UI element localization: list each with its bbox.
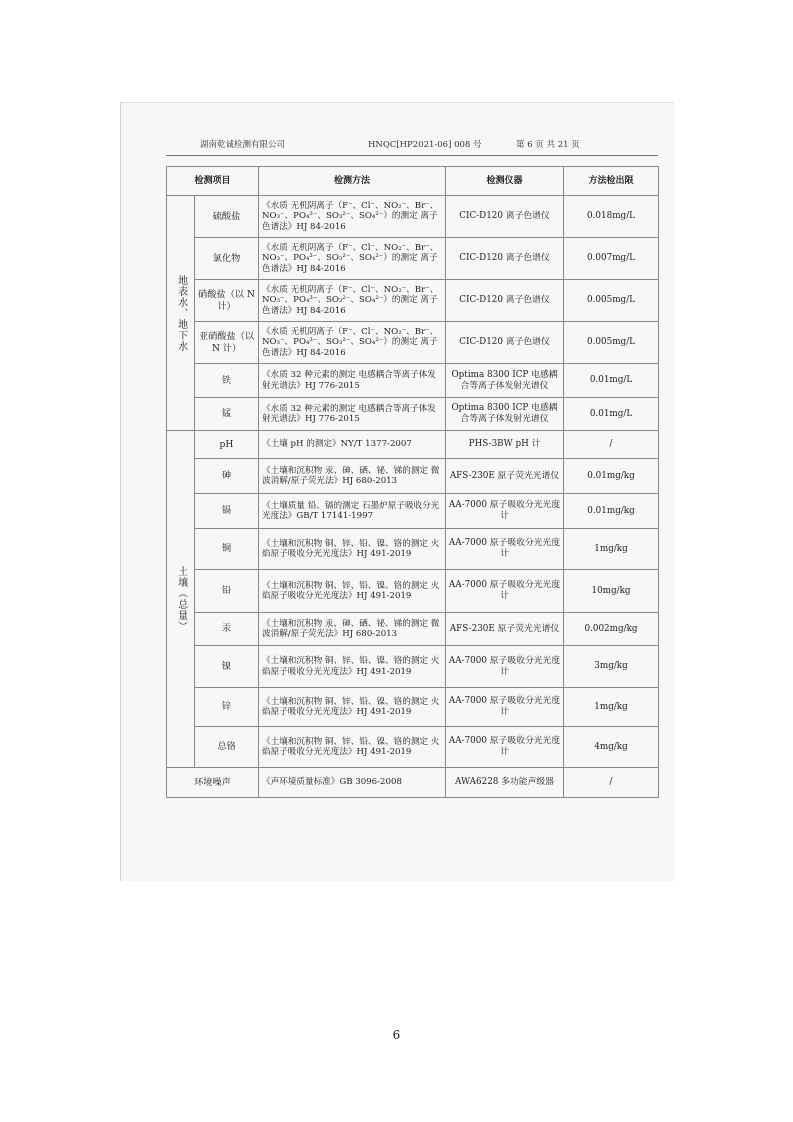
table-row (167, 570, 659, 613)
report-number: HNQC[HP2021-06] 008 号 (368, 140, 482, 150)
instrument-cell: CIC-D120 离子色谱仪 (446, 238, 564, 280)
col-header-item: 检测项目 (167, 167, 259, 196)
table-row (167, 238, 659, 280)
limit-cell: 3mg/kg (564, 646, 659, 688)
item-cell: 硫酸盐 (195, 196, 259, 238)
page-info: 第 6 页 共 21 页 (516, 140, 580, 150)
item-cell: 镉 (195, 494, 259, 529)
table-row (167, 322, 659, 364)
method-cell: 《土壤和沉积物 汞、砷、硒、铋、锑的测定 微波消解/原子荧光法》HJ 680-2013 (259, 459, 446, 494)
instrument-cell: AA-7000 原子吸收分光光度计 (446, 688, 564, 727)
instrument-cell: AA-7000 原子吸收分光光度计 (446, 529, 564, 570)
limit-cell: 0.018mg/L (564, 196, 659, 238)
limit-cell: 0.01mg/kg (564, 459, 659, 494)
col-header-limit: 方法检出限 (564, 167, 659, 196)
instrument-cell: AWA6228 多功能声级器 (446, 768, 564, 798)
instrument-cell: AA-7000 原子吸收分光光度计 (446, 570, 564, 613)
table-row (167, 688, 659, 727)
item-cell: 锌 (195, 688, 259, 727)
limit-cell: 1mg/kg (564, 688, 659, 727)
item-cell: pH (195, 431, 259, 459)
table-row (167, 768, 659, 798)
item-cell: 铁 (195, 364, 259, 398)
method-cell: 《土壤和沉积物 铜、锌、铅、镍、铬的测定 火焰原子吸收分光光度法》HJ 491-2019 (259, 529, 446, 570)
limit-cell: 0.005mg/L (564, 322, 659, 364)
method-cell: 《水质 无机阴离子（F⁻、Cl⁻、NO₂⁻、Br⁻、NO₃⁻、PO₄³⁻、SO₃²⁻、SO₄²⁻）的测定 离子色谱法》HJ 84-2016 (259, 238, 446, 280)
method-cell: 《水质 32 种元素的测定 电感耦合等离子体发射光谱法》HJ 776-2015 (259, 364, 446, 398)
item-cell: 硝酸盐（以 N 计） (195, 280, 259, 322)
table-row (167, 431, 659, 459)
method-cell: 《水质 无机阴离子（F⁻、Cl⁻、NO₂⁻、Br⁻、NO₃⁻、PO₄³⁻、SO₃²⁻、SO₄²⁻）的测定 离子色谱法》HJ 84-2016 (259, 280, 446, 322)
item-cell: 锰 (195, 398, 259, 431)
method-cell: 《水质 无机阴离子（F⁻、Cl⁻、NO₂⁻、Br⁻、NO₃⁻、PO₄³⁻、SO₃²⁻、SO₄²⁻）的测定 离子色谱法》HJ 84-2016 (259, 322, 446, 364)
item-cell: 氯化物 (195, 238, 259, 280)
method-cell: 《土壤和沉积物 铜、锌、铅、镍、铬的测定 火焰原子吸收分光光度法》HJ 491-2019 (259, 646, 446, 688)
method-cell: 《土壤和沉积物 铜、锌、铅、镍、铬的测定 火焰原子吸收分光光度法》HJ 491-2019 (259, 570, 446, 613)
instrument-cell: AFS-230E 原子荧光光谱仪 (446, 613, 564, 646)
limit-cell: 0.01mg/kg (564, 494, 659, 529)
table-row (167, 280, 659, 322)
item-cell: 亚硝酸盐（以 N 计） (195, 322, 259, 364)
instrument-cell: CIC-D120 离子色谱仪 (446, 280, 564, 322)
table-row (167, 196, 659, 238)
instrument-cell: PHS-3BW pH 计 (446, 431, 564, 459)
instrument-cell: AA-7000 原子吸收分光光度计 (446, 646, 564, 688)
category-label: 地表水、地下水 (175, 274, 187, 352)
table-row (167, 364, 659, 398)
table-row (167, 613, 659, 646)
method-cell: 《土壤和沉积物 汞、砷、硒、铋、锑的测定 微波消解/原子荧光法》HJ 680-2013 (259, 613, 446, 646)
limit-cell: 0.01mg/L (564, 398, 659, 431)
table-row (167, 494, 659, 529)
table-row (167, 727, 659, 768)
item-cell: 总铬 (195, 727, 259, 768)
instrument-cell: Optima 8300 ICP 电感耦合等离子体发射光谱仪 (446, 398, 564, 431)
limit-cell: / (564, 768, 659, 798)
item-cell: 环境噪声 (167, 768, 259, 798)
limit-cell: 4mg/kg (564, 727, 659, 768)
instrument-cell: AFS-230E 原子荧光光谱仪 (446, 459, 564, 494)
method-cell: 《土壤和沉积物 铜、锌、铅、镍、铬的测定 火焰原子吸收分光光度法》HJ 491-2019 (259, 688, 446, 727)
limit-cell: 0.007mg/L (564, 238, 659, 280)
table-row (167, 646, 659, 688)
item-cell: 砷 (195, 459, 259, 494)
method-cell: 《土壤和沉积物 铜、锌、铅、镍、铬的测定 火焰原子吸收分光光度法》HJ 491-2019 (259, 727, 446, 768)
company-name: 湖南乾诚检测有限公司 (200, 140, 286, 150)
limit-cell: 0.002mg/kg (564, 613, 659, 646)
instrument-cell: Optima 8300 ICP 电感耦合等离子体发射光谱仪 (446, 364, 564, 398)
category-label: 土壤（总量） (175, 566, 187, 632)
instrument-cell: AA-7000 原子吸收分光光度计 (446, 494, 564, 529)
method-cell: 《声环境质量标准》GB 3096-2008 (259, 768, 446, 798)
limit-cell: 0.005mg/L (564, 280, 659, 322)
category-cell (167, 431, 195, 768)
method-cell: 《土壤质量 铅、镉的测定 石墨炉原子吸收分光光度法》GB/T 17141-1997 (259, 494, 446, 529)
table-header-row (167, 167, 659, 196)
method-cell: 《水质 无机阴离子（F⁻、Cl⁻、NO₂⁻、Br⁻、NO₃⁻、PO₄³⁻、SO₃²⁻、SO₄²⁻）的测定 离子色谱法》HJ 84-2016 (259, 196, 446, 238)
method-table (166, 166, 659, 798)
item-cell: 铅 (195, 570, 259, 613)
instrument-cell: AA-7000 原子吸收分光光度计 (446, 727, 564, 768)
table-row (167, 529, 659, 570)
col-header-method: 检测方法 (259, 167, 446, 196)
page-number: 6 (392, 1028, 401, 1042)
instrument-cell: CIC-D120 离子色谱仪 (446, 322, 564, 364)
category-cell (167, 196, 195, 431)
header-rule (166, 155, 658, 156)
limit-cell: 0.01mg/L (564, 364, 659, 398)
col-header-instrument: 检测仪器 (446, 167, 564, 196)
limit-cell: / (564, 431, 659, 459)
table-row (167, 398, 659, 431)
item-cell: 铜 (195, 529, 259, 570)
item-cell: 镍 (195, 646, 259, 688)
method-cell: 《土壤 pH 的测定》NY/T 1377-2007 (259, 431, 446, 459)
limit-cell: 1mg/kg (564, 529, 659, 570)
table-row (167, 459, 659, 494)
method-cell: 《水质 32 种元素的测定 电感耦合等离子体发射光谱法》HJ 776-2015 (259, 398, 446, 431)
item-cell: 汞 (195, 613, 259, 646)
limit-cell: 10mg/kg (564, 570, 659, 613)
instrument-cell: CIC-D120 离子色谱仪 (446, 196, 564, 238)
